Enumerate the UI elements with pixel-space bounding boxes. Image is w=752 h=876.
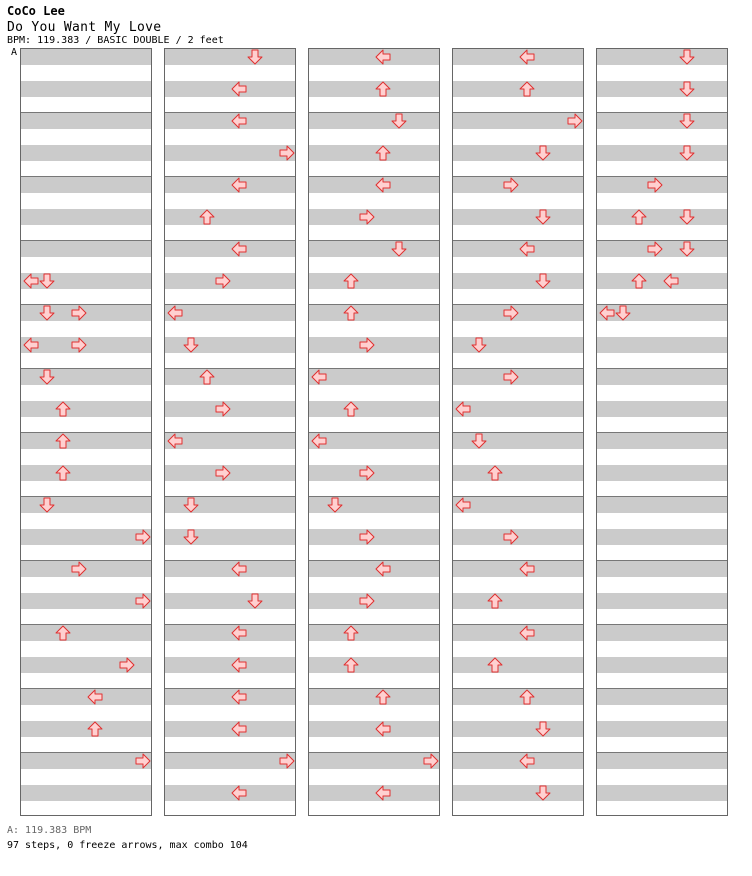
beat-band	[165, 145, 295, 161]
beat-band	[165, 753, 295, 769]
beat-band	[597, 657, 727, 673]
beat-band	[597, 625, 727, 641]
measure-line	[21, 240, 151, 241]
chart-column-3	[308, 48, 440, 816]
down-arrow-icon	[39, 369, 55, 385]
right-arrow-icon	[647, 177, 663, 193]
down-arrow-icon	[247, 49, 263, 65]
measure-line	[453, 560, 583, 561]
beat-band	[165, 721, 295, 737]
left-arrow-icon	[663, 273, 679, 289]
down-arrow-icon	[39, 273, 55, 289]
down-arrow-icon	[679, 81, 695, 97]
left-arrow-icon	[231, 241, 247, 257]
beat-band	[453, 753, 583, 769]
down-arrow-icon	[471, 337, 487, 353]
beat-band	[309, 369, 439, 385]
right-arrow-icon	[279, 145, 295, 161]
up-arrow-icon	[55, 433, 71, 449]
down-arrow-icon	[679, 49, 695, 65]
measure-line	[309, 368, 439, 369]
measure-line	[165, 304, 295, 305]
measure-line	[597, 368, 727, 369]
chart-column-2	[164, 48, 296, 816]
left-arrow-icon	[375, 561, 391, 577]
measure-line	[21, 624, 151, 625]
beat-band	[165, 177, 295, 193]
measure-line	[165, 752, 295, 753]
beat-band	[453, 273, 583, 289]
left-arrow-icon	[375, 721, 391, 737]
artist-name: CoCo Lee	[7, 4, 65, 18]
beat-band	[165, 593, 295, 609]
beat-band	[309, 177, 439, 193]
beat-band	[309, 625, 439, 641]
left-arrow-icon	[519, 753, 535, 769]
left-arrow-icon	[167, 305, 183, 321]
chart-info: BPM: 119.383 / BASIC DOUBLE / 2 feet	[7, 35, 224, 46]
beat-band	[597, 721, 727, 737]
down-arrow-icon	[679, 113, 695, 129]
beat-band	[597, 209, 727, 225]
measure-line	[309, 560, 439, 561]
beat-band	[309, 753, 439, 769]
bpm-note: A: 119.383 BPM	[7, 825, 92, 836]
left-arrow-icon	[311, 433, 327, 449]
left-arrow-icon	[519, 561, 535, 577]
measure-line	[165, 368, 295, 369]
beat-band	[21, 529, 151, 545]
left-arrow-icon	[455, 497, 471, 513]
measure-line	[597, 432, 727, 433]
left-arrow-icon	[231, 81, 247, 97]
measure-line	[597, 688, 727, 689]
beat-band	[309, 561, 439, 577]
left-arrow-icon	[231, 721, 247, 737]
measure-line	[309, 304, 439, 305]
beat-band	[165, 81, 295, 97]
beat-band	[21, 625, 151, 641]
measure-line	[309, 112, 439, 113]
measure-line	[21, 112, 151, 113]
measure-line	[309, 752, 439, 753]
beat-band	[309, 657, 439, 673]
beat-band	[597, 81, 727, 97]
beat-band	[21, 753, 151, 769]
beat-band	[165, 49, 295, 65]
right-arrow-icon	[71, 337, 87, 353]
down-arrow-icon	[327, 497, 343, 513]
measure-line	[309, 432, 439, 433]
beat-band	[597, 401, 727, 417]
beat-band	[21, 433, 151, 449]
right-arrow-icon	[503, 369, 519, 385]
beat-band	[453, 625, 583, 641]
right-arrow-icon	[359, 593, 375, 609]
right-arrow-icon	[135, 529, 151, 545]
beat-band	[597, 497, 727, 513]
measure-line	[453, 240, 583, 241]
beat-band	[453, 593, 583, 609]
beat-band	[21, 241, 151, 257]
measure-line	[309, 176, 439, 177]
left-arrow-icon	[311, 369, 327, 385]
left-arrow-icon	[231, 625, 247, 641]
right-arrow-icon	[359, 465, 375, 481]
down-arrow-icon	[391, 241, 407, 257]
up-arrow-icon	[487, 657, 503, 673]
beat-band	[597, 753, 727, 769]
left-arrow-icon	[231, 689, 247, 705]
right-arrow-icon	[135, 593, 151, 609]
right-arrow-icon	[215, 465, 231, 481]
beat-band	[21, 113, 151, 129]
beat-band	[597, 145, 727, 161]
measure-line	[165, 240, 295, 241]
measure-line	[597, 560, 727, 561]
beat-band	[165, 369, 295, 385]
right-arrow-icon	[503, 529, 519, 545]
bpm-marker-label: A	[11, 47, 18, 58]
right-arrow-icon	[359, 529, 375, 545]
beat-band	[21, 689, 151, 705]
right-arrow-icon	[359, 209, 375, 225]
left-arrow-icon	[455, 401, 471, 417]
beat-band	[21, 49, 151, 65]
beat-band	[165, 241, 295, 257]
beat-band	[453, 209, 583, 225]
measure-line	[165, 112, 295, 113]
up-arrow-icon	[519, 81, 535, 97]
right-arrow-icon	[647, 241, 663, 257]
left-arrow-icon	[231, 177, 247, 193]
measure-line	[597, 624, 727, 625]
step-stats: 97 steps, 0 freeze arrows, max combo 104	[7, 840, 248, 851]
up-arrow-icon	[343, 657, 359, 673]
up-arrow-icon	[343, 625, 359, 641]
beat-band	[453, 113, 583, 129]
down-arrow-icon	[679, 209, 695, 225]
left-arrow-icon	[519, 241, 535, 257]
beat-band	[309, 305, 439, 321]
down-arrow-icon	[615, 305, 631, 321]
measure-line	[165, 560, 295, 561]
beat-band	[309, 689, 439, 705]
beat-band	[453, 657, 583, 673]
beat-band	[453, 145, 583, 161]
left-arrow-icon	[375, 49, 391, 65]
measure-line	[453, 752, 583, 753]
measure-line	[165, 688, 295, 689]
right-arrow-icon	[503, 177, 519, 193]
measure-line	[165, 624, 295, 625]
measure-line	[453, 112, 583, 113]
beat-band	[165, 785, 295, 801]
beat-band	[165, 433, 295, 449]
beat-band	[21, 209, 151, 225]
left-arrow-icon	[23, 337, 39, 353]
down-arrow-icon	[535, 721, 551, 737]
left-arrow-icon	[519, 625, 535, 641]
up-arrow-icon	[55, 625, 71, 641]
beat-band	[597, 465, 727, 481]
up-arrow-icon	[199, 209, 215, 225]
beat-band	[165, 561, 295, 577]
beat-band	[309, 241, 439, 257]
beat-band	[597, 113, 727, 129]
beat-band	[597, 561, 727, 577]
right-arrow-icon	[71, 305, 87, 321]
up-arrow-icon	[199, 369, 215, 385]
beat-band	[21, 145, 151, 161]
right-arrow-icon	[119, 657, 135, 673]
left-arrow-icon	[87, 689, 103, 705]
right-arrow-icon	[503, 305, 519, 321]
up-arrow-icon	[519, 689, 535, 705]
measure-line	[309, 624, 439, 625]
down-arrow-icon	[535, 785, 551, 801]
measure-line	[453, 688, 583, 689]
down-arrow-icon	[39, 497, 55, 513]
chart-column-4	[452, 48, 584, 816]
left-arrow-icon	[231, 113, 247, 129]
measure-line	[597, 112, 727, 113]
beat-band	[309, 721, 439, 737]
down-arrow-icon	[535, 209, 551, 225]
up-arrow-icon	[487, 465, 503, 481]
down-arrow-icon	[183, 529, 199, 545]
down-arrow-icon	[183, 337, 199, 353]
beat-band	[597, 433, 727, 449]
beat-band	[597, 273, 727, 289]
beat-band	[309, 81, 439, 97]
beat-band	[453, 561, 583, 577]
left-arrow-icon	[23, 273, 39, 289]
measure-line	[21, 688, 151, 689]
down-arrow-icon	[183, 497, 199, 513]
measure-line	[453, 624, 583, 625]
right-arrow-icon	[71, 561, 87, 577]
down-arrow-icon	[39, 305, 55, 321]
right-arrow-icon	[215, 273, 231, 289]
beat-band	[597, 593, 727, 609]
beat-band	[453, 241, 583, 257]
beat-band	[597, 529, 727, 545]
beat-band	[453, 721, 583, 737]
beat-band	[453, 689, 583, 705]
up-arrow-icon	[55, 401, 71, 417]
beat-band	[165, 689, 295, 705]
right-arrow-icon	[359, 337, 375, 353]
beat-band	[165, 657, 295, 673]
beat-band	[21, 177, 151, 193]
beat-band	[453, 465, 583, 481]
up-arrow-icon	[487, 593, 503, 609]
beat-band	[453, 401, 583, 417]
up-arrow-icon	[375, 81, 391, 97]
measure-line	[309, 240, 439, 241]
beat-band	[165, 305, 295, 321]
beat-band	[309, 433, 439, 449]
right-arrow-icon	[423, 753, 439, 769]
up-arrow-icon	[631, 209, 647, 225]
beat-band	[309, 113, 439, 129]
down-arrow-icon	[535, 145, 551, 161]
up-arrow-icon	[631, 273, 647, 289]
song-title: Do You Want My Love	[7, 20, 162, 35]
beat-band	[309, 145, 439, 161]
beat-band	[309, 401, 439, 417]
right-arrow-icon	[567, 113, 583, 129]
beat-band	[309, 49, 439, 65]
measure-line	[597, 496, 727, 497]
left-arrow-icon	[231, 657, 247, 673]
up-arrow-icon	[343, 273, 359, 289]
measure-line	[21, 432, 151, 433]
beat-band	[453, 81, 583, 97]
chart-column-1	[20, 48, 152, 816]
down-arrow-icon	[679, 145, 695, 161]
beat-band	[309, 273, 439, 289]
beat-band	[21, 593, 151, 609]
up-arrow-icon	[55, 465, 71, 481]
left-arrow-icon	[519, 49, 535, 65]
measure-line	[597, 752, 727, 753]
right-arrow-icon	[215, 401, 231, 417]
measure-line	[165, 176, 295, 177]
beat-band	[453, 49, 583, 65]
up-arrow-icon	[375, 145, 391, 161]
measure-line	[21, 176, 151, 177]
down-arrow-icon	[247, 593, 263, 609]
left-arrow-icon	[231, 561, 247, 577]
left-arrow-icon	[375, 785, 391, 801]
left-arrow-icon	[375, 177, 391, 193]
beat-band	[597, 369, 727, 385]
up-arrow-icon	[343, 401, 359, 417]
up-arrow-icon	[375, 689, 391, 705]
measure-line	[165, 432, 295, 433]
down-arrow-icon	[679, 241, 695, 257]
left-arrow-icon	[167, 433, 183, 449]
down-arrow-icon	[535, 273, 551, 289]
beat-band	[21, 401, 151, 417]
up-arrow-icon	[87, 721, 103, 737]
beat-band	[597, 337, 727, 353]
left-arrow-icon	[599, 305, 615, 321]
beat-band	[21, 785, 151, 801]
measure-line	[453, 496, 583, 497]
chart-column-5	[596, 48, 728, 816]
beat-band	[597, 785, 727, 801]
left-arrow-icon	[231, 785, 247, 801]
beat-band	[309, 785, 439, 801]
beat-band	[597, 49, 727, 65]
up-arrow-icon	[343, 305, 359, 321]
beat-band	[21, 465, 151, 481]
beat-band	[453, 497, 583, 513]
beat-band	[165, 113, 295, 129]
right-arrow-icon	[135, 753, 151, 769]
measure-line	[309, 688, 439, 689]
beat-band	[453, 785, 583, 801]
beat-band	[165, 625, 295, 641]
beat-band	[21, 81, 151, 97]
measure-line	[21, 752, 151, 753]
beat-band	[597, 689, 727, 705]
down-arrow-icon	[391, 113, 407, 129]
beat-band	[21, 721, 151, 737]
right-arrow-icon	[279, 753, 295, 769]
down-arrow-icon	[471, 433, 487, 449]
beat-band	[165, 209, 295, 225]
